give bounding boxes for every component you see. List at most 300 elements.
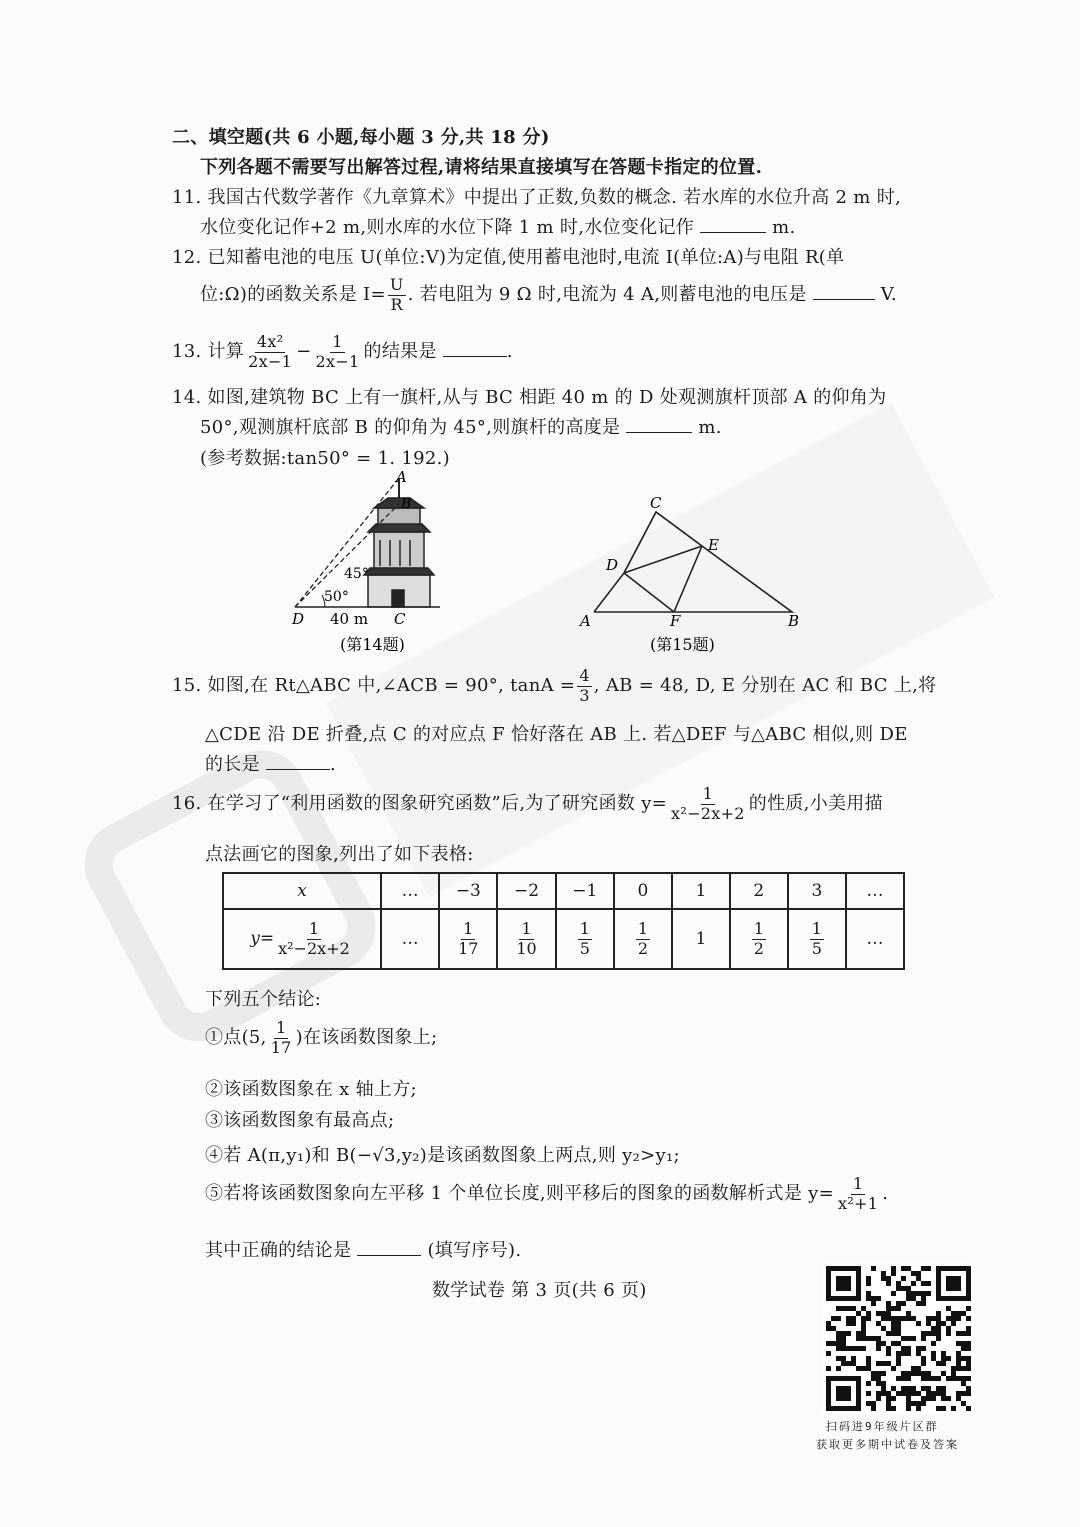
- qr-module: [841, 1336, 846, 1341]
- qr-module: [946, 1396, 951, 1401]
- qr-module: [921, 1361, 926, 1366]
- q12-frac-num: U: [389, 275, 404, 295]
- qr-module: [891, 1306, 896, 1311]
- qr-module: [956, 1361, 961, 1366]
- c5-den: x²+1: [838, 1193, 879, 1213]
- qr-module: [856, 1346, 861, 1351]
- fig15-triangle: [594, 512, 792, 612]
- qr-module: [891, 1331, 896, 1336]
- q15-end: .: [329, 754, 336, 775]
- qr-module: [906, 1376, 911, 1381]
- q16-conclusion-4: ④若 A(π,y₁)和 B(−√3,y₂)是该函数图象上两点,则 y₂>y₁;: [205, 1145, 680, 1166]
- qr-module: [876, 1361, 881, 1366]
- qr-module: [861, 1336, 866, 1341]
- qr-module: [856, 1311, 861, 1316]
- qr-module: [861, 1346, 866, 1351]
- qr-module: [926, 1371, 931, 1376]
- qr-module: [936, 1316, 941, 1321]
- table-cell-x: 2: [730, 873, 788, 909]
- qr-module: [906, 1401, 911, 1406]
- q16-line1: [172, 782, 883, 826]
- q14-answer-blank: [626, 431, 692, 433]
- qr-module: [961, 1331, 966, 1336]
- q13-prefix: 13. 计算: [172, 341, 245, 362]
- qr-module: [896, 1351, 901, 1356]
- table-cell-y: [497, 909, 555, 969]
- qr-module: [896, 1356, 901, 1361]
- table-y-value-fraction: [636, 920, 650, 958]
- fig15-segment-EF: [674, 546, 702, 612]
- qr-module: [896, 1286, 901, 1291]
- qr-module: [896, 1281, 901, 1286]
- qr-module: [931, 1391, 936, 1396]
- c5-fraction: [836, 1175, 880, 1213]
- table-y-value-fraction: [810, 920, 824, 958]
- c1-text-b: )在该函数图象上;: [295, 1027, 438, 1048]
- qr-module: [941, 1351, 946, 1356]
- qr-module: [866, 1391, 871, 1396]
- qr-module: [906, 1336, 911, 1341]
- q11-unit: m.: [772, 217, 796, 238]
- fig14-label-B: B: [401, 496, 412, 512]
- qr-module: [896, 1391, 901, 1396]
- qr-module: [941, 1396, 946, 1401]
- qr-module: [966, 1366, 971, 1371]
- qr-module: [846, 1316, 851, 1321]
- qr-module: [931, 1351, 936, 1356]
- table-cell-x: 0: [614, 873, 672, 909]
- qr-module: [961, 1401, 966, 1406]
- qr-module: [956, 1376, 961, 1381]
- qr-module: [901, 1301, 906, 1306]
- table-cell-y: …: [846, 909, 904, 969]
- qr-module: [926, 1266, 931, 1271]
- table-y-value-num: 1: [811, 919, 822, 939]
- fig14-label-C: C: [394, 610, 406, 628]
- qr-module: [876, 1336, 881, 1341]
- q13-fraction-2: [314, 333, 362, 371]
- table-cell-y: 1: [672, 909, 730, 969]
- c1-text-a: ①点(5,: [205, 1027, 267, 1048]
- qr-module: [881, 1276, 886, 1281]
- qr-module: [956, 1396, 961, 1401]
- q12-line1: 12. 已知蓄电池的电压 U(单位:V)为定值,使用蓄电池时,电流 I(单位:A)与电阻 R(单: [172, 247, 845, 268]
- table-y-value-fraction: [456, 920, 480, 958]
- q16-line2: 点法画它的图象,列出了如下表格:: [205, 844, 474, 865]
- qr-module: [931, 1341, 936, 1346]
- qr-module: [921, 1291, 926, 1296]
- qr-module: [871, 1376, 876, 1381]
- q12-frac-den: R: [390, 294, 403, 314]
- q13-end: .: [506, 341, 513, 362]
- qr-module: [836, 1316, 841, 1321]
- qr-module: [921, 1331, 926, 1336]
- qr-module: [866, 1381, 871, 1386]
- c1-num: 1: [275, 1018, 287, 1038]
- qr-module: [936, 1311, 941, 1316]
- q13-f1-num: 4x²: [256, 332, 284, 352]
- qr-module: [936, 1321, 941, 1326]
- qr-module: [936, 1336, 941, 1341]
- qr-module: [881, 1271, 886, 1276]
- qr-module: [881, 1361, 886, 1366]
- qr-module: [946, 1331, 951, 1336]
- qr-module: [941, 1361, 946, 1366]
- qr-module: [901, 1336, 906, 1341]
- qr-module: [911, 1336, 916, 1341]
- qr-module: [916, 1301, 921, 1306]
- qr-module: [921, 1401, 926, 1406]
- qr-module: [931, 1396, 936, 1401]
- table-y-num: 1: [308, 919, 320, 939]
- qr-module: [846, 1331, 851, 1336]
- qr-module: [841, 1306, 846, 1311]
- qr-module: [911, 1366, 916, 1371]
- section-title: 二、填空题(共 6 小题,每小题 3 分,共 18 分): [172, 127, 550, 148]
- qr-module: [836, 1341, 841, 1346]
- qr-module: [946, 1306, 951, 1311]
- qr-module: [881, 1316, 886, 1321]
- page-footer: 数学试卷 第 3 页(共 6 页): [432, 1280, 647, 1301]
- c5-end: .: [882, 1183, 889, 1204]
- qr-module: [951, 1366, 956, 1371]
- q16-answer-blank: [357, 1254, 421, 1256]
- qr-module: [831, 1341, 836, 1346]
- qr-module: [956, 1331, 961, 1336]
- table-y-value-fraction: [578, 920, 592, 958]
- qr-module: [921, 1396, 926, 1401]
- qr-module: [921, 1346, 926, 1351]
- qr-module: [896, 1301, 901, 1306]
- qr-module: [886, 1361, 891, 1366]
- qr-module: [831, 1326, 836, 1331]
- q13-suffix: 的结果是: [363, 341, 437, 362]
- qr-module: [886, 1351, 891, 1356]
- qr-module: [906, 1371, 911, 1376]
- qr-module: [891, 1316, 896, 1321]
- qr-module: [886, 1301, 891, 1306]
- qr-module: [966, 1316, 971, 1321]
- qr-module: [926, 1281, 931, 1286]
- q15-text-b: , AB = 48, D, E 分别在 AC 和 BC 上,将: [593, 675, 937, 696]
- table-cell-x: …: [381, 873, 439, 909]
- qr-module: [891, 1321, 896, 1326]
- qr-module: [956, 1366, 961, 1371]
- q12-fraction: [388, 276, 406, 314]
- qr-module: [931, 1376, 936, 1381]
- qr-module: [866, 1361, 871, 1366]
- qr-module: [886, 1306, 891, 1311]
- q12-text-b: . 若电阻为 9 Ω 时,电流为 4 A,则蓄电池的电压是: [407, 284, 807, 305]
- qr-module: [911, 1296, 916, 1301]
- qr-module: [851, 1316, 856, 1321]
- qr-module: [886, 1276, 891, 1281]
- qr-module: [901, 1351, 906, 1356]
- qr-module: [931, 1316, 936, 1321]
- qr-module: [906, 1391, 911, 1396]
- qr-module: [941, 1386, 946, 1391]
- figure-15: [572, 490, 812, 660]
- qr-module: [961, 1311, 966, 1316]
- qr-module: [866, 1311, 871, 1316]
- q11-text: 水位变化记作+2 m,则水库的水位下降 1 m 时,水位变化记作: [200, 217, 695, 238]
- qr-module: [906, 1291, 911, 1296]
- q15-line3: [205, 750, 336, 776]
- table-y-value-num: 1: [463, 919, 474, 939]
- qr-module: [956, 1341, 961, 1346]
- qr-module: [926, 1331, 931, 1336]
- q15-text-c: 的长是: [205, 754, 260, 775]
- qr-module: [961, 1366, 966, 1371]
- q13-f2-num: 1: [332, 332, 343, 352]
- qr-module: [886, 1401, 891, 1406]
- qr-module: [921, 1301, 926, 1306]
- qr-module: [886, 1331, 891, 1336]
- table-cell-y: [439, 909, 497, 969]
- qr-module: [966, 1326, 971, 1331]
- qr-module: [916, 1366, 921, 1371]
- qr-module: [936, 1331, 941, 1336]
- qr-finder: [836, 1276, 851, 1291]
- qr-module: [866, 1336, 871, 1341]
- qr-module: [901, 1376, 906, 1381]
- qr-module: [876, 1296, 881, 1301]
- qr-module: [966, 1346, 971, 1351]
- qr-module: [871, 1371, 876, 1376]
- qr-module: [876, 1311, 881, 1316]
- qr-module: [941, 1356, 946, 1361]
- fig15-label-C: C: [650, 494, 662, 512]
- qr-module: [841, 1341, 846, 1346]
- qr-module: [961, 1341, 966, 1346]
- qr-module: [926, 1291, 931, 1296]
- qr-module: [886, 1406, 891, 1411]
- qr-caption-1: 扫码进9年级片区群: [826, 1420, 939, 1433]
- qr-module: [941, 1406, 946, 1411]
- qr-module: [851, 1361, 856, 1366]
- c1-fraction: [269, 1019, 294, 1057]
- qr-module: [891, 1386, 896, 1391]
- q14-reference: (参考数据:tan50° = 1. 192.): [200, 448, 450, 469]
- qr-module: [891, 1366, 896, 1371]
- qr-module: [856, 1336, 861, 1341]
- fig15-label-F: F: [670, 612, 681, 630]
- qr-module: [956, 1311, 961, 1316]
- qr-module: [961, 1356, 966, 1361]
- qr-module: [826, 1351, 831, 1356]
- qr-module: [871, 1401, 876, 1406]
- qr-module: [876, 1341, 881, 1346]
- qr-module: [906, 1346, 911, 1351]
- qr-module: [876, 1381, 881, 1386]
- qr-module: [906, 1266, 911, 1271]
- qr-module: [906, 1396, 911, 1401]
- q16-frac-num: 1: [702, 784, 714, 804]
- qr-module: [916, 1346, 921, 1351]
- qr-module: [851, 1321, 856, 1326]
- qr-module: [966, 1361, 971, 1366]
- q16-table: [222, 872, 905, 970]
- qr-caption-2: 获取更多期中试卷及答案: [816, 1438, 959, 1451]
- fig15-label-D: D: [606, 556, 619, 574]
- qr-module: [966, 1376, 971, 1381]
- qr-module: [886, 1396, 891, 1401]
- qr-module: [861, 1316, 866, 1321]
- qr-module: [906, 1286, 911, 1291]
- qr-module: [961, 1376, 966, 1381]
- qr-module: [931, 1356, 936, 1361]
- qr-code[interactable]: [822, 1262, 974, 1414]
- qr-module: [901, 1371, 906, 1376]
- qr-module: [906, 1351, 911, 1356]
- table-y-fraction: [276, 920, 352, 958]
- qr-module: [916, 1371, 921, 1376]
- qr-module: [921, 1371, 926, 1376]
- qr-module: [871, 1336, 876, 1341]
- qr-module: [836, 1366, 841, 1371]
- q16-answer: [205, 1236, 521, 1262]
- qr-module: [966, 1306, 971, 1311]
- q14-line2: [200, 413, 722, 439]
- qr-module: [926, 1386, 931, 1391]
- fig14-caption: (第14题): [340, 635, 405, 654]
- qr-module: [936, 1391, 941, 1396]
- q16-conclusion-5: [205, 1172, 888, 1216]
- qr-module: [966, 1406, 971, 1411]
- qr-module: [916, 1276, 921, 1281]
- qr-module: [956, 1356, 961, 1361]
- table-row-x: [223, 873, 904, 909]
- qr-module: [851, 1346, 856, 1351]
- qr-module: [956, 1391, 961, 1396]
- qr-module: [906, 1311, 911, 1316]
- qr-module: [901, 1386, 906, 1391]
- qr-module: [951, 1376, 956, 1381]
- qr-module: [941, 1371, 946, 1376]
- qr-module: [891, 1341, 896, 1346]
- qr-module: [881, 1381, 886, 1386]
- qr-module: [906, 1406, 911, 1411]
- qr-module: [831, 1316, 836, 1321]
- table-cell-y: …: [381, 909, 439, 969]
- qr-module: [911, 1401, 916, 1406]
- qr-module: [856, 1366, 861, 1371]
- qr-module: [851, 1356, 856, 1361]
- qr-module: [901, 1286, 906, 1291]
- qr-module: [901, 1276, 906, 1281]
- qr-module: [881, 1371, 886, 1376]
- c1-den: 17: [270, 1037, 292, 1057]
- q12-unit: V.: [880, 284, 897, 305]
- q14-text: 50°,观测旗杆底部 B 的仰角为 45°,则旗杆的高度是: [200, 417, 621, 438]
- table-y-den: x²−2x+2: [278, 938, 350, 958]
- fig14-building: [364, 498, 434, 607]
- q15-text-a: 15. 如图,在 Rt△ABC 中,∠ACB = 90°, tanA =: [172, 675, 576, 696]
- qr-module: [851, 1306, 856, 1311]
- fig15-label-E: E: [708, 536, 719, 554]
- table-header-y: [223, 909, 381, 969]
- qr-module: [891, 1326, 896, 1331]
- fig15-label-B: B: [788, 612, 800, 630]
- qr-module: [866, 1281, 871, 1286]
- fig15-segment-DF: [624, 573, 674, 612]
- qr-module: [876, 1321, 881, 1326]
- q13-fraction-1: [246, 333, 294, 371]
- q13-answer-blank: [443, 355, 507, 357]
- qr-module: [946, 1356, 951, 1361]
- qr-module: [891, 1406, 896, 1411]
- qr-module: [841, 1331, 846, 1336]
- qr-module: [916, 1406, 921, 1411]
- q14-line1: 14. 如图,建筑物 BC 上有一旗杆,从与 BC 相距 40 m 的 D 处观测旗杆顶部 A 的仰角为: [172, 387, 887, 408]
- qr-module: [866, 1401, 871, 1406]
- qr-module: [921, 1266, 926, 1271]
- qr-module: [931, 1326, 936, 1331]
- qr-module: [936, 1386, 941, 1391]
- qr-module: [926, 1316, 931, 1321]
- qr-module: [871, 1266, 876, 1271]
- qr-module: [916, 1291, 921, 1296]
- qr-module: [866, 1366, 871, 1371]
- q15-line2: △CDE 沿 DE 折叠,点 C 的对应点 F 恰好落在 AB 上. 若△DEF 与△ABC 相似,则 DE: [205, 724, 908, 745]
- qr-module: [901, 1266, 906, 1271]
- qr-module: [826, 1341, 831, 1346]
- qr-module: [891, 1271, 896, 1276]
- table-y-value-den: 5: [579, 938, 590, 958]
- qr-module: [846, 1306, 851, 1311]
- q12-answer-blank: [813, 298, 875, 300]
- qr-module: [911, 1316, 916, 1321]
- qr-module: [916, 1271, 921, 1276]
- qr-module: [866, 1291, 871, 1296]
- table-y-value-den: 2: [637, 938, 649, 958]
- table-cell-x: −1: [556, 873, 614, 909]
- q11-line1: 11. 我国古代数学著作《九章算术》中提出了正数,负数的概念. 若水库的水位升高 2 m 时,: [172, 187, 902, 208]
- qr-module: [826, 1326, 831, 1331]
- qr-module: [896, 1326, 901, 1331]
- qr-module: [966, 1391, 971, 1396]
- qr-module: [926, 1396, 931, 1401]
- q16-frac-den: x²−2x+2: [671, 803, 745, 823]
- qr-module: [886, 1346, 891, 1351]
- qr-module: [921, 1281, 926, 1286]
- qr-module: [921, 1376, 926, 1381]
- qr-module: [921, 1356, 926, 1361]
- section-instruction: 下列各题不需要写出解答过程,请将结果直接填写在答题卡指定的位置.: [200, 157, 763, 178]
- qr-module: [961, 1381, 966, 1386]
- qr-module: [836, 1331, 841, 1336]
- qr-module: [926, 1321, 931, 1326]
- qr-module: [896, 1321, 901, 1326]
- qr-module: [921, 1296, 926, 1301]
- fig14-label-A: A: [396, 470, 407, 486]
- qr-module: [896, 1361, 901, 1366]
- q16-text-a: 16. 在学习了“利用函数的图象研究函数”后,为了研究函数 y=: [172, 793, 668, 814]
- table-cell-x: …: [846, 873, 904, 909]
- qr-module: [881, 1311, 886, 1316]
- fig15-caption: (第15题): [650, 635, 715, 654]
- fig14-distance: 40 m: [330, 610, 369, 628]
- qr-module: [906, 1386, 911, 1391]
- qr-module: [836, 1336, 841, 1341]
- q16-answer-hint: (填写序号).: [427, 1240, 522, 1261]
- qr-module: [836, 1306, 841, 1311]
- qr-module: [886, 1316, 891, 1321]
- qr-module: [861, 1306, 866, 1311]
- qr-module: [861, 1321, 866, 1326]
- qr-module: [936, 1376, 941, 1381]
- table-y-value-num: 1: [521, 919, 532, 939]
